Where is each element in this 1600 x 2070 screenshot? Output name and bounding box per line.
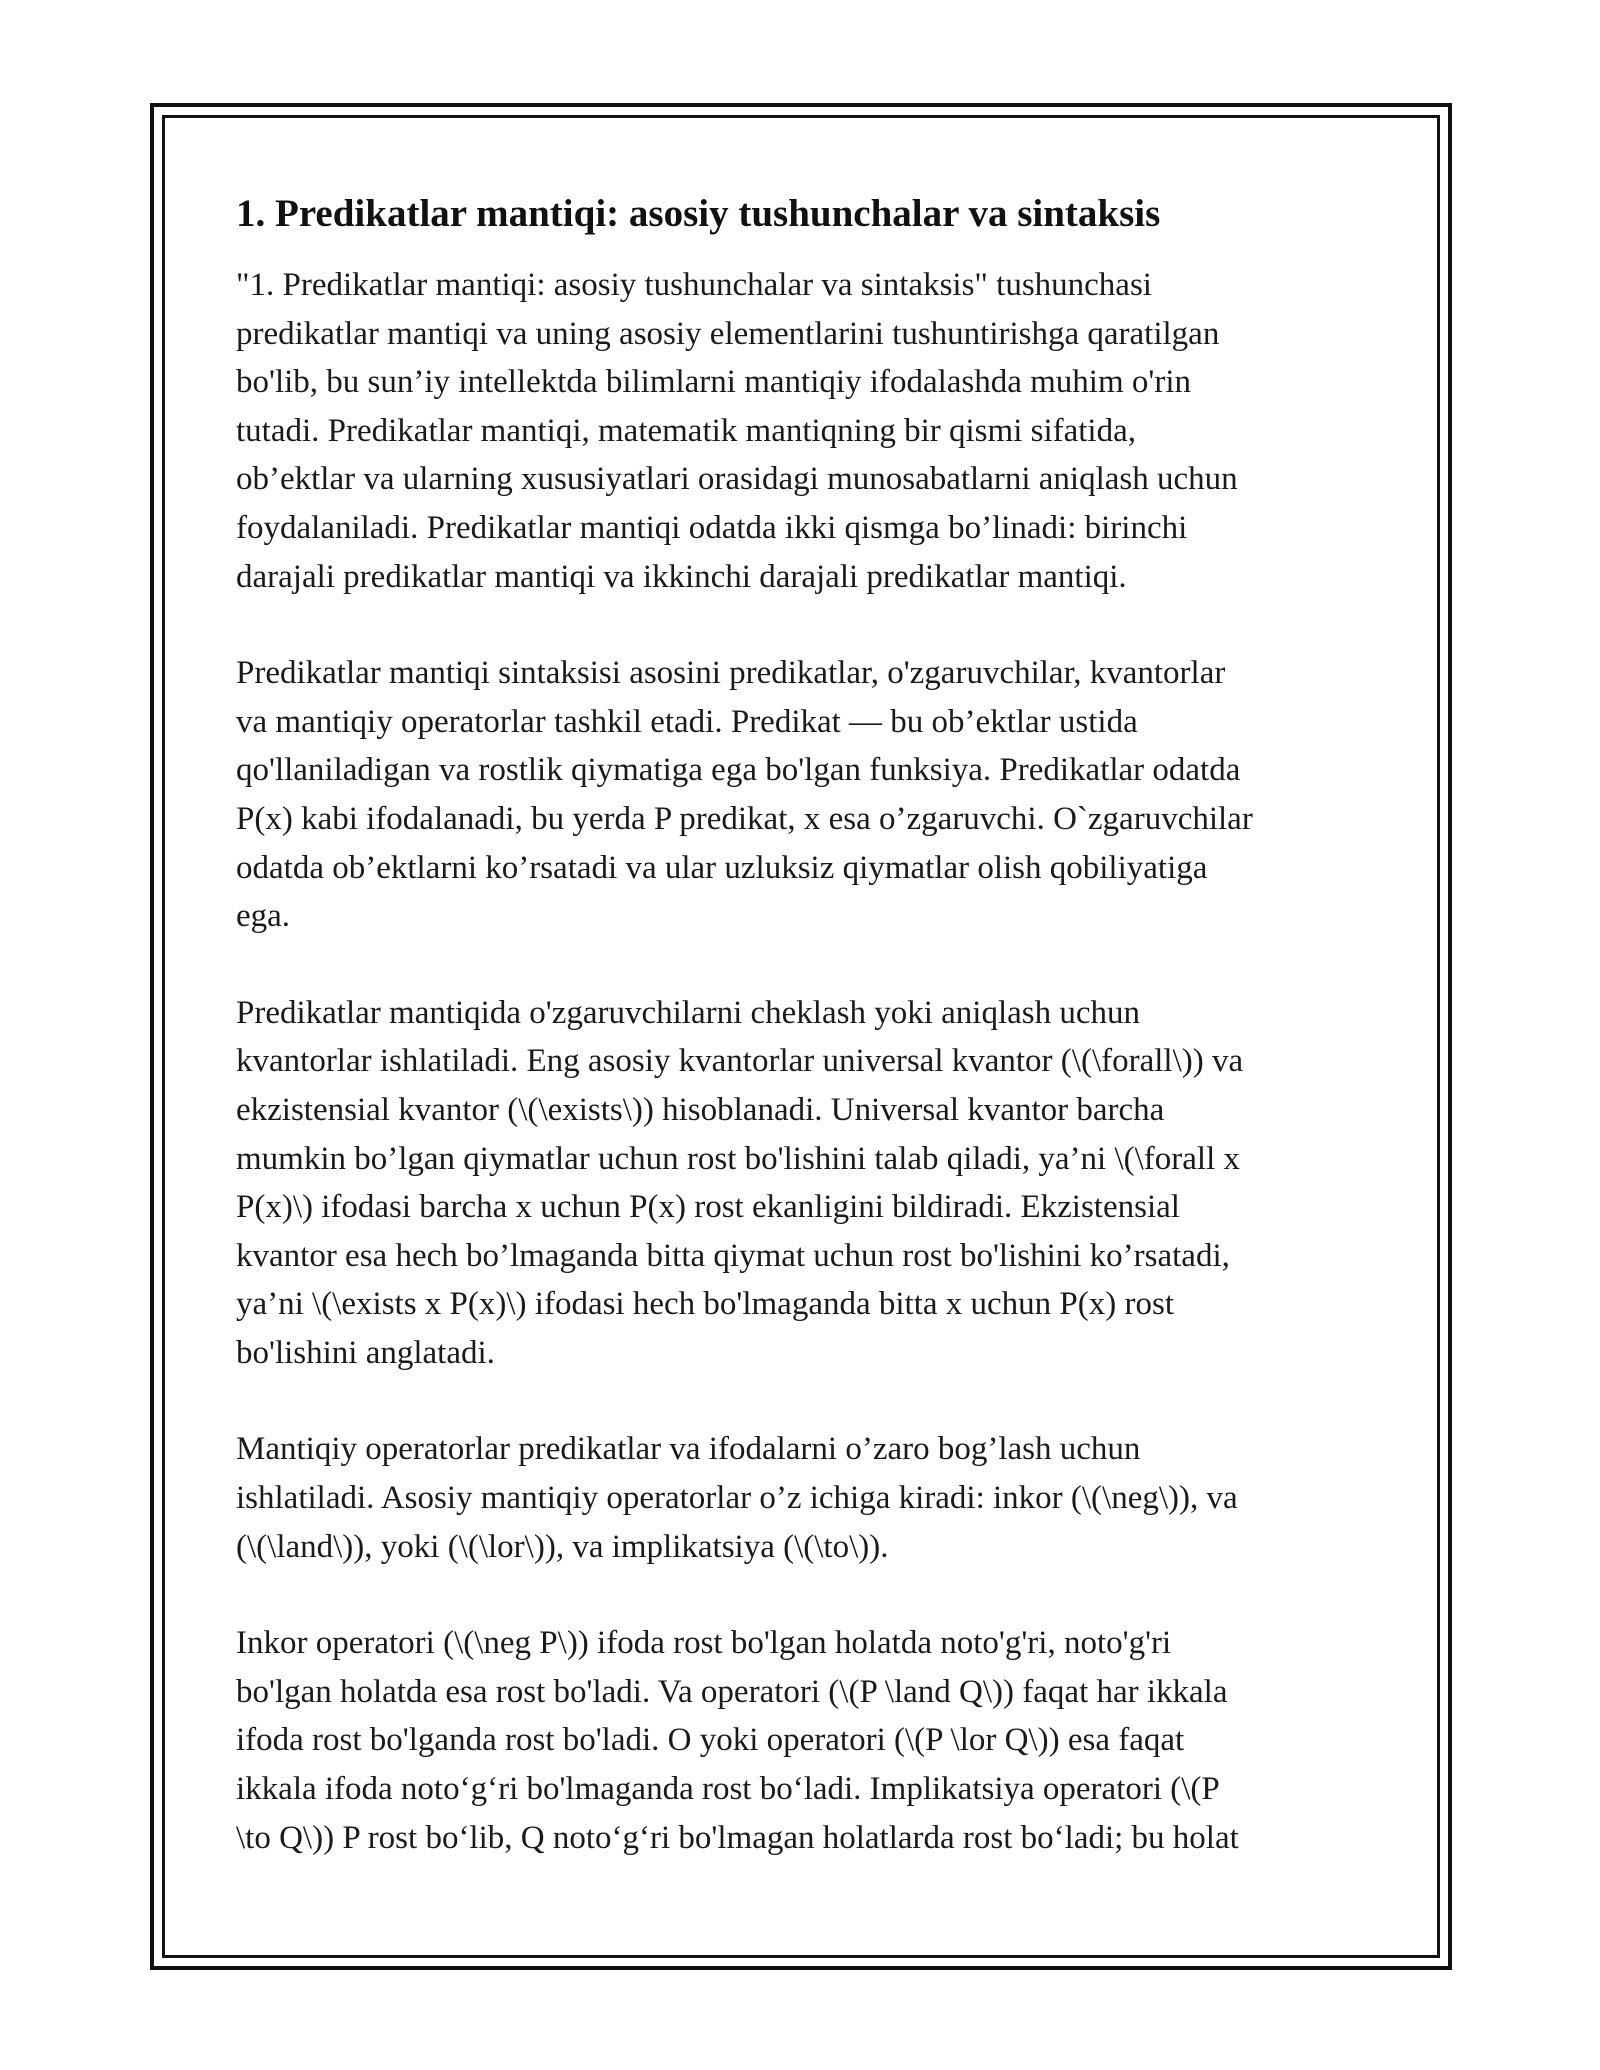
text-line: Inkor operatori (\(\neg P\)) ifoda rost bo'lgan holatda noto'g'ri, noto'g'ri: [236, 1625, 1172, 1662]
text-line: ega.: [236, 898, 291, 935]
text-line: "1. Predikatlar mantiqi: asosiy tushunchalar va sintaksis" tushunchasi: [236, 267, 1152, 303]
text-line: bo'lib, bu sun’iy intellektda bilimlarni mantiqiy ifodalashda muhim o'rin: [236, 364, 1192, 401]
paragraph-intro: [236, 261, 1386, 601]
paragraph-quantifiers: [236, 989, 1386, 1378]
document-body: [236, 185, 1386, 1910]
text-line: darajali predikatlar mantiqi va ikkinchi darajali predikatlar mantiqi.: [236, 558, 1127, 595]
text-line: kvantor esa hech bo’lmaganda bitta qiymat uchun rost bo'lishini ko’rsatadi,: [236, 1237, 1230, 1274]
text-line: P(x) kabi ifodalanadi, bu yerda P predikat, x esa o’zgaruvchi. O`zgaruvchilar: [236, 800, 1253, 837]
text-line: ekzistensial kvantor (\(\exists\)) hisoblanadi. Universal kvantor barcha: [236, 1091, 1165, 1128]
paragraph-operator-details: [236, 1619, 1386, 1862]
paragraph-syntax: [236, 649, 1386, 941]
text-line: ob’ektlar va ularning xususiyatlari orasidagi munosabatlarni aniqlash uchun: [236, 461, 1238, 498]
text-line: (\(\land\)), yoki (\(\lor\)), va implikatsiya (\(\to\)).: [236, 1528, 889, 1565]
text-line: bo'lgan holatda esa rost bo'ladi. Va operatori (\(P \land Q\)) faqat har ikkala: [236, 1673, 1228, 1710]
text-line: \to Q\)) P rost bo‘lib, Q noto‘g‘ri bo'lmagan holatlarda rost bo‘ladi; bu holat: [236, 1819, 1239, 1856]
text-line: Predikatlar mantiqida o'zgaruvchilarni cheklash yoki aniqlash uchun: [236, 994, 1141, 1031]
text-line: ikkala ifoda noto‘g‘ri bo'lmaganda rost bo‘ladi. Implikatsiya operatori (\(P: [236, 1771, 1220, 1808]
text-line: bo'lishini anglatadi.: [236, 1334, 495, 1371]
text-line: predikatlar mantiqi va uning asosiy elementlarini tushuntirishga qaratilgan: [236, 315, 1220, 352]
text-line: ya’ni \(\exists x P(x)\) ifodasi hech bo'lmaganda bitta x uchun P(x) rost: [236, 1286, 1175, 1323]
paragraph-operators: [236, 1425, 1386, 1571]
text-line: mumkin bo’lgan qiymatlar uchun rost bo'lishini talab qiladi, ya’ni \(\forall x: [236, 1140, 1241, 1177]
text-line: ifoda rost bo'lganda rost bo'ladi. O yoki operatori (\(P \lor Q\)) esa faqat: [236, 1722, 1185, 1759]
text-line: Predikatlar mantiqi sintaksisi asosini predikatlar, o'zgaruvchilar, kvantorlar: [236, 655, 1226, 692]
text-line: qo'llaniladigan va rostlik qiymatiga ega bo'lgan funksiya. Predikatlar odatda: [236, 752, 1241, 789]
text-line: tutadi. Predikatlar mantiqi, matematik mantiqning bir qismi sifatida,: [236, 412, 1136, 449]
text-line: ishlatiladi. Asosiy mantiqiy operatorlar o’z ichiga kiradi: inkor (\(\neg\)), va: [236, 1480, 1238, 1517]
text-line: Mantiqiy operatorlar predikatlar va ifodalarni o’zaro bog’lash uchun: [236, 1431, 1141, 1468]
section-heading: 1. Predikatlar mantiqi: asosiy tushunchalar va sintaksis: [236, 192, 1161, 235]
text-line: va mantiqiy operatorlar tashkil etadi. Predikat — bu ob’ektlar ustida: [236, 703, 1138, 740]
text-line: kvantorlar ishlatiladi. Eng asosiy kvantorlar universal kvantor (\(\forall\)) va: [236, 1043, 1244, 1080]
text-line: odatda ob’ektlarni ko’rsatadi va ular uzluksiz qiymatlar olish qobiliyatiga: [236, 849, 1208, 886]
text-line: foydalaniladi. Predikatlar mantiqi odatda ikki qismga bo’linadi: birinchi: [236, 509, 1188, 546]
text-line: P(x)\) ifodasi barcha x uchun P(x) rost ekanligini bildiradi. Ekzistensial: [236, 1189, 1180, 1226]
